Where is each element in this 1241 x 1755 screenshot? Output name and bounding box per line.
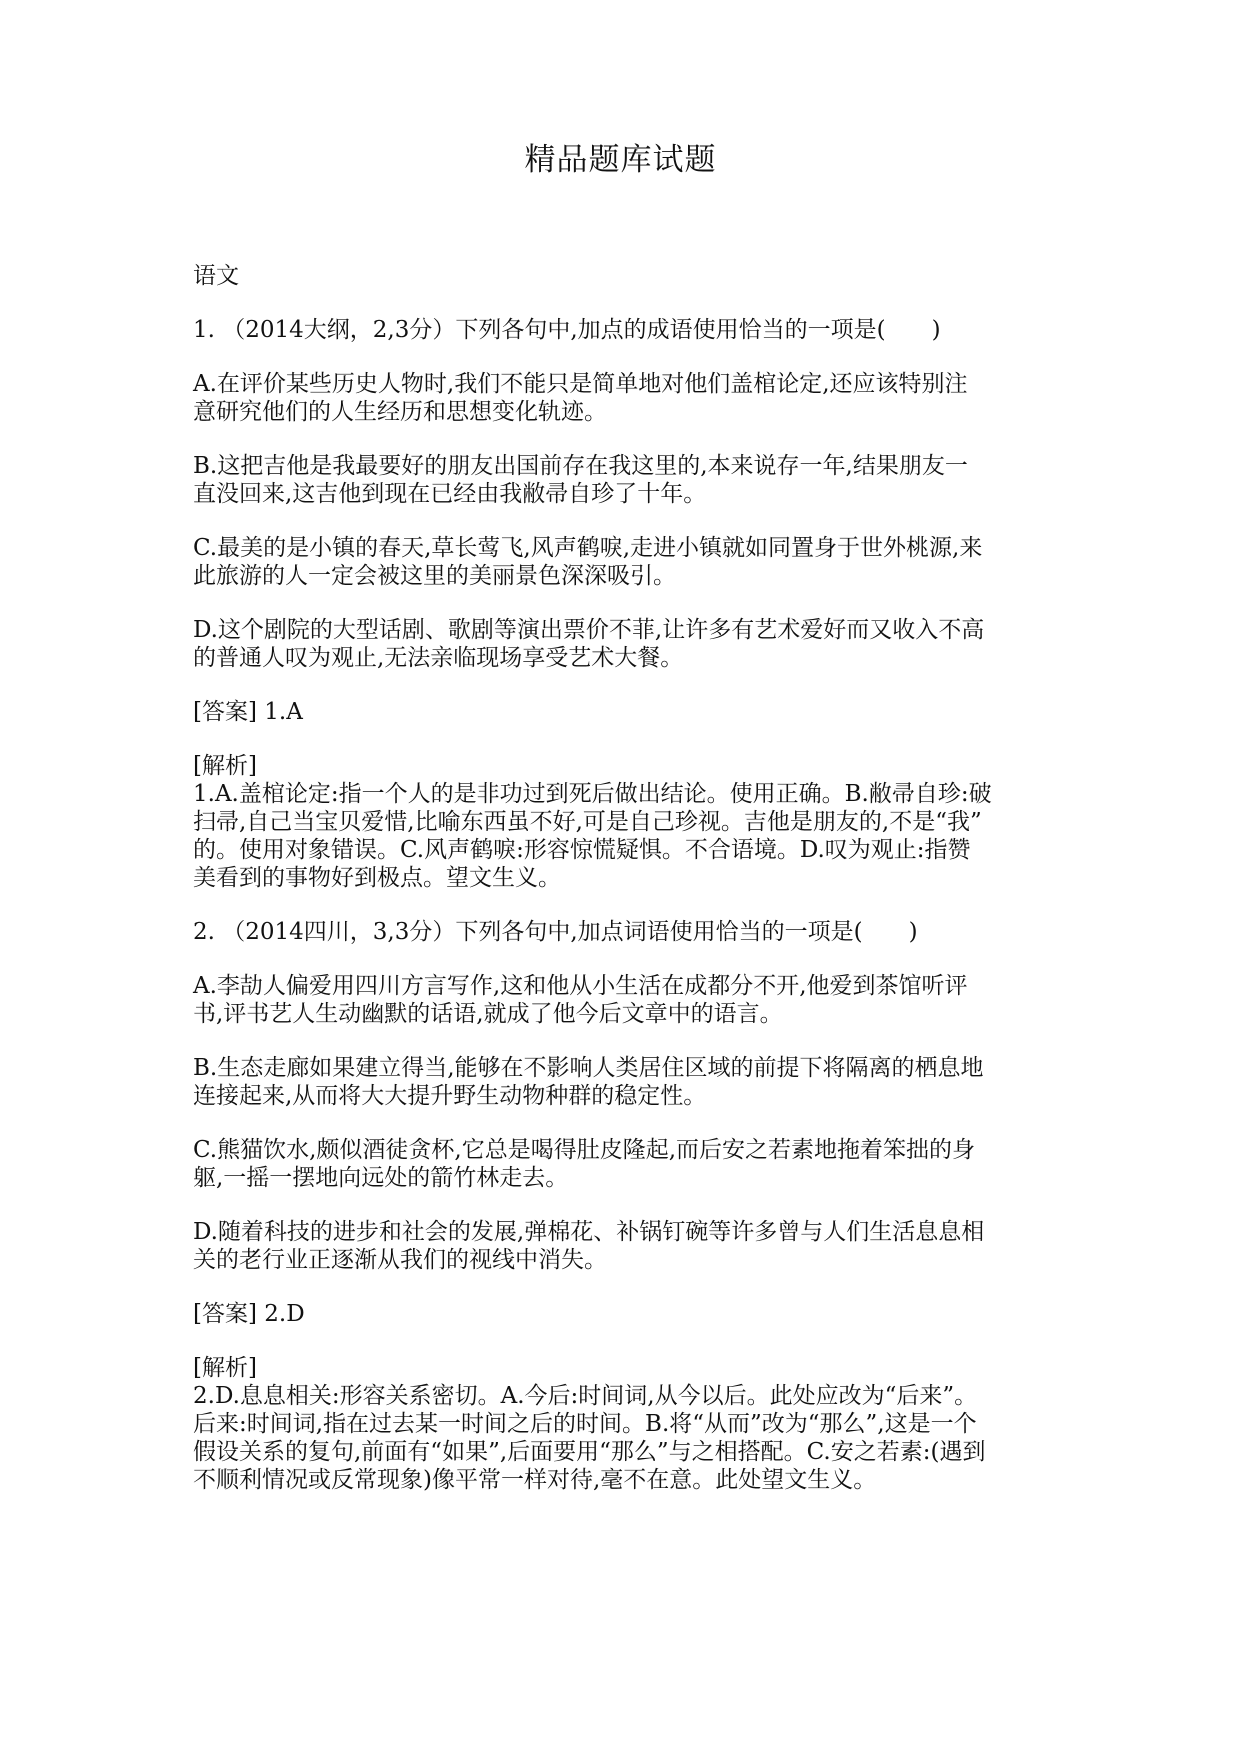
analysis-line: 扫帚,自己当宝贝爱惜,比喻东西虽不好,可是自己珍视。吉他是朋友的,不是“我” xyxy=(193,809,982,835)
question-2-option-a xyxy=(193,972,1053,1028)
option-line: D.这个剧院的大型话剧、歌剧等演出票价不菲,让许多有艺术爱好而又收入不高 xyxy=(193,617,985,643)
option-line: 意研究他们的人生经历和思想变化轨迹。 xyxy=(193,399,607,425)
option-line: C.最美的是小镇的春天,草长莺飞,风声鹤唳,走进小镇就如同置身于世外桃源,来 xyxy=(193,535,983,561)
option-line: B.这把吉他是我最要好的朋友出国前存在我这里的,本来说存一年,结果朋友一 xyxy=(193,453,968,479)
question-2-analysis xyxy=(193,1354,1053,1494)
analysis-label: [解析] xyxy=(193,753,257,779)
question-2-option-c xyxy=(193,1136,1053,1192)
option-line: D.随着科技的进步和社会的发展,弹棉花、补锅钉碗等许多曾与人们生活息息相 xyxy=(193,1219,985,1245)
question-1-option-a xyxy=(193,370,1053,426)
option-line: C.熊猫饮水,颇似酒徒贪杯,它总是喝得肚皮隆起,而后安之若素地拖着笨拙的身 xyxy=(193,1137,976,1163)
analysis-line: 假设关系的复句,前面有“如果”,后面要用“那么”与之相搭配。C.安之若素:(遇到 xyxy=(193,1439,986,1465)
analysis-line: 后来:时间词,指在过去某一时间之后的时间。B.将“从而”改为“那么”,这是一个 xyxy=(193,1411,977,1437)
question-1-stem: 1. （2014大纲，2,3分）下列各句中,加点的成语使用恰当的一项是( ) xyxy=(193,317,941,343)
analysis-line: 2.D.息息相关:形容关系密切。A.今后:时间词,从今以后。此处应改为“后来”。 xyxy=(193,1383,978,1409)
option-line: 此旅游的人一定会被这里的美丽景色深深吸引。 xyxy=(193,563,676,589)
option-line: 书,评书艺人生动幽默的话语,就成了他今后文章中的语言。 xyxy=(193,1001,783,1027)
option-line: 直没回来,这吉他到现在已经由我敝帚自珍了十年。 xyxy=(193,481,707,507)
option-line: 连接起来,从而将大大提升野生动物种群的稳定性。 xyxy=(193,1083,707,1109)
question-1-option-c xyxy=(193,534,1053,590)
analysis-line: 1.A.盖棺论定:指一个人的是非功过到死后做出结论。使用正确。B.敝帚自珍:破 xyxy=(193,781,992,807)
option-line: 的普通人叹为观止,无法亲临现场享受艺术大餐。 xyxy=(193,645,684,671)
analysis-line: 不顺利情况或反常现象)像平常一样对待,毫不在意。此处望文生义。 xyxy=(193,1467,877,1493)
question-2-option-b xyxy=(193,1054,1053,1110)
question-2-option-d xyxy=(193,1218,1053,1274)
analysis-line: 美看到的事物好到极点。望文生义。 xyxy=(193,865,561,891)
question-1-option-b xyxy=(193,452,1053,508)
option-line: 关的老行业正逐渐从我们的视线中消失。 xyxy=(193,1247,607,1273)
analysis-label: [解析] xyxy=(193,1355,257,1381)
option-line: A.李劼人偏爱用四川方言写作,这和他从小生活在成都分不开,他爱到茶馆听评 xyxy=(193,973,968,999)
document-body xyxy=(193,262,1053,1520)
option-line: 躯,一摇一摆地向远处的箭竹林走去。 xyxy=(193,1165,569,1191)
option-line: A.在评价某些历史人物时,我们不能只是简单地对他们盖棺论定,还应该特别注 xyxy=(193,371,968,397)
question-1-answer: [答案] 1.A xyxy=(193,699,303,725)
option-line: B.生态走廊如果建立得当,能够在不影响人类居住区域的前提下将隔离的栖息地 xyxy=(193,1055,984,1081)
subject-label: 语文 xyxy=(193,263,239,289)
question-2-stem: 2. （2014四川，3,3分）下列各句中,加点词语使用恰当的一项是( ) xyxy=(193,919,918,945)
question-2-answer: [答案] 2.D xyxy=(193,1301,305,1327)
question-1-analysis xyxy=(193,752,1053,892)
analysis-line: 的。使用对象错误。C.风声鹤唳:形容惊慌疑惧。不合语境。D.叹为观止:指赞 xyxy=(193,837,971,863)
page-title: 精品题库试题 xyxy=(524,142,717,178)
question-1-option-d xyxy=(193,616,1053,672)
